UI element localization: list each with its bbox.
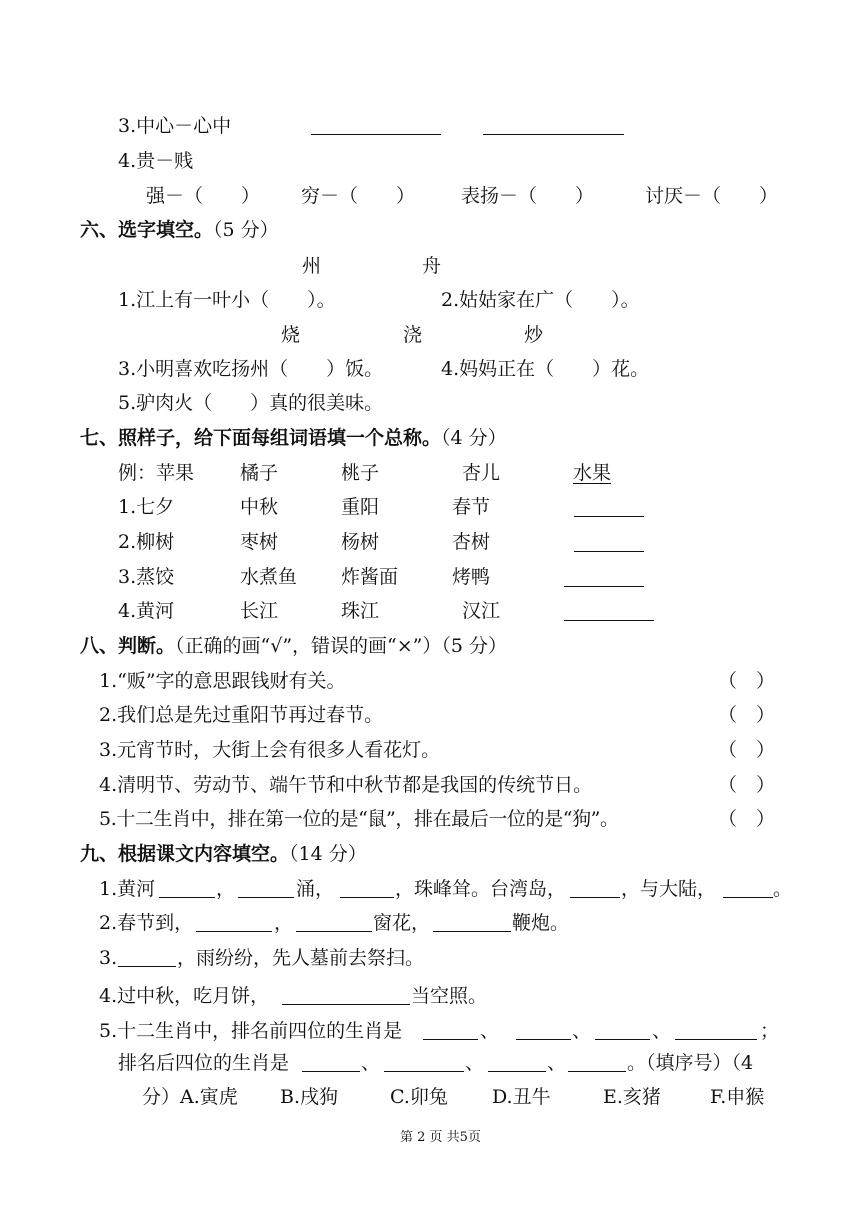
text: 。（填序号）（4 (627, 1052, 754, 1074)
word: 春节 (452, 496, 491, 518)
choice-char: 浇 (403, 324, 423, 346)
text: 窗花， (373, 912, 431, 934)
sec8-note: （正确的画“√”，错误的画“×”）（5 分） (175, 635, 508, 657)
choice-char: 烧 (281, 324, 301, 346)
sec5-item3: 3.中心－心中 (118, 115, 232, 137)
answer-blank[interactable] (296, 931, 372, 932)
sec6-title: 六、选字填空。 (80, 219, 214, 241)
text: 、 (572, 1020, 592, 1042)
answer-blank[interactable] (564, 586, 644, 587)
word: 枣树 (240, 531, 279, 553)
text: 、 (652, 1020, 672, 1042)
answer-blank[interactable] (196, 931, 272, 932)
word: 4.黄河 (118, 600, 175, 622)
sec9-heading (80, 842, 367, 866)
sec6-score: （5 分） (213, 219, 279, 241)
answer-blank[interactable] (723, 897, 773, 898)
answer-blank[interactable] (159, 897, 215, 898)
answer-blank[interactable] (340, 897, 394, 898)
answer-blank[interactable] (595, 1039, 650, 1040)
sec9-score: （14 分） (289, 843, 367, 865)
text: 鞭炮。 (512, 912, 570, 934)
option: C.卯兔 (390, 1086, 448, 1108)
answer-blank[interactable] (564, 620, 654, 621)
text: 排名后四位的生肖是 (118, 1052, 290, 1074)
word: 烤鸭 (452, 566, 491, 588)
judge-paren[interactable]: （ ） (718, 670, 776, 692)
antonym-4: 讨厌－（ ） (645, 185, 779, 207)
text: 、 (465, 1052, 485, 1074)
answer-blank[interactable] (568, 1071, 626, 1072)
text: 5.十二生肖中，排名前四位的生肖是 (99, 1020, 403, 1042)
sec6-q3: 3.小明喜欢吃扬州（ ）饭。 (118, 358, 384, 380)
judge-paren[interactable]: （ ） (718, 808, 776, 830)
word: 中秋 (240, 496, 279, 518)
sec8-heading (80, 634, 507, 658)
answer-blank[interactable] (574, 551, 644, 552)
word: 长江 (240, 600, 279, 622)
antonym-1: 强－（ ） (146, 185, 261, 207)
sec7-heading (80, 426, 507, 450)
answer-blank[interactable] (574, 516, 644, 517)
answer-blank[interactable] (118, 966, 176, 967)
judge-paren[interactable]: （ ） (718, 704, 776, 726)
choice-char: 舟 (422, 255, 442, 277)
answer-blank[interactable] (282, 1004, 410, 1005)
word: 水煮鱼 (240, 566, 298, 588)
word: 2.柳树 (118, 531, 175, 553)
answer-blank[interactable] (238, 897, 294, 898)
answer-blank[interactable] (311, 134, 441, 135)
sec6-q2: 2.姑姑家在广（ ）。 (441, 289, 640, 311)
judge-item: 1.“贩”字的意思跟钱财有关。 (99, 670, 346, 692)
text: 1.黄河 (99, 878, 156, 900)
example-answer: 水果 (573, 462, 612, 484)
judge-item: 3.元宵节时，大街上会有很多人看花灯。 (99, 739, 441, 761)
text: 4.过中秋，吃月饼， (99, 985, 270, 1007)
example-word: 杏儿 (462, 462, 501, 484)
word: 杏树 (452, 531, 491, 553)
answer-blank[interactable] (488, 1071, 546, 1072)
word: 汉江 (462, 600, 501, 622)
text: 3. (99, 947, 118, 969)
choice-char: 州 (302, 255, 322, 277)
option: E.亥猪 (603, 1086, 661, 1108)
judge-paren[interactable]: （ ） (718, 739, 776, 761)
text: 当空照。 (411, 985, 488, 1007)
option: F.申猴 (710, 1086, 765, 1108)
sec7-score: （4 分） (441, 427, 507, 449)
text: ； (760, 1020, 780, 1042)
option: D.丑牛 (492, 1086, 551, 1108)
word: 重阳 (341, 496, 380, 518)
word: 杨树 (341, 531, 380, 553)
example-word: 例：苹果 (118, 462, 195, 484)
text: ，雨纷纷，先人墓前去祭扫。 (177, 947, 425, 969)
text: 2.春节到， (99, 912, 194, 934)
antonym-2: 穷－（ ） (301, 185, 416, 207)
page-number: 第 2 页 共5页 (400, 1130, 481, 1145)
text: ， (274, 912, 294, 934)
word: 珠江 (341, 600, 380, 622)
option: B.戌狗 (280, 1086, 339, 1108)
judge-paren[interactable]: （ ） (718, 774, 776, 796)
answer-blank[interactable] (516, 1039, 571, 1040)
example-word: 桃子 (341, 462, 380, 484)
sec8-title: 八、判断。 (80, 635, 176, 657)
word: 3.蒸饺 (118, 566, 175, 588)
sec6-heading (80, 218, 279, 242)
text: ，与大陆， (621, 878, 717, 900)
text: 、 (547, 1052, 567, 1074)
word: 炸酱面 (341, 566, 399, 588)
answer-blank[interactable] (384, 1071, 464, 1072)
text: 、 (480, 1020, 500, 1042)
answer-blank[interactable] (302, 1071, 360, 1072)
answer-blank[interactable] (483, 134, 624, 135)
answer-blank[interactable] (423, 1039, 478, 1040)
sec6-q4: 4.妈妈正在（ ）花。 (441, 358, 650, 380)
answer-blank[interactable] (570, 897, 620, 898)
sec9-title: 九、根据课文内容填空。 (80, 843, 290, 865)
sec5-item4: 4.贵－贱 (118, 150, 194, 172)
text: ， (216, 878, 236, 900)
option: 分）A.寅虎 (142, 1086, 238, 1108)
sec6-q5: 5.驴肉火（ ）真的很美味。 (118, 392, 384, 414)
sec7-title: 七、照样子，给下面每组词语填一个总称。 (80, 427, 442, 449)
answer-blank[interactable] (675, 1039, 757, 1040)
sec6-q1: 1.江上有一叶小（ ）。 (118, 289, 336, 311)
text: 。 (773, 878, 793, 900)
text: ，珠峰耸。台湾岛， (395, 878, 567, 900)
text: 涌， (296, 878, 335, 900)
judge-item: 2.我们总是先过重阳节再过春节。 (99, 704, 384, 726)
judge-item: 5.十二生肖中，排在第一位的是“鼠”，排在最后一位的是“狗”。 (99, 808, 619, 830)
antonym-3: 表扬－（ ） (461, 185, 595, 207)
answer-blank[interactable] (433, 931, 511, 932)
judge-item: 4.清明节、劳动节、端午节和中秋节都是我国的传统节日。 (99, 774, 593, 796)
text: 、 (361, 1052, 381, 1074)
word: 1.七夕 (118, 496, 175, 518)
example-word: 橘子 (240, 462, 279, 484)
choice-char: 炒 (524, 324, 544, 346)
